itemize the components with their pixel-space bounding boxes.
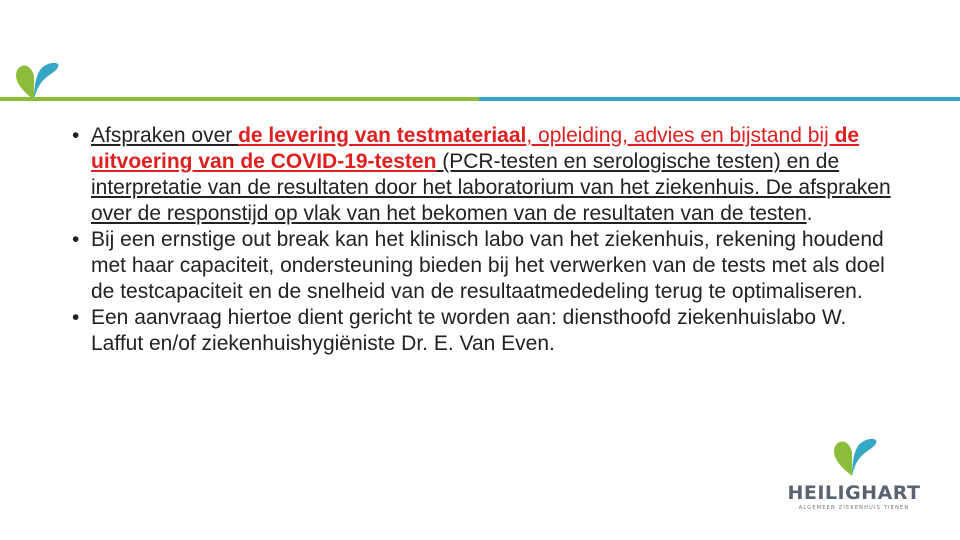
bullet-1-period: . — [806, 202, 813, 225]
bullet-dot: • — [72, 124, 80, 147]
bullet-1-red-text: , opleiding, advies en bijstand bij — [526, 124, 835, 147]
logo-tagline: ALGEMEEN ZIEKENHUIS TIENEN — [798, 505, 910, 511]
heilighart-logo — [784, 438, 924, 514]
divider-teal — [479, 97, 960, 101]
heart-logo-icon — [832, 438, 880, 478]
bullet-1-text: (PCR-testen en serologische testen) en de interpretatie van de resultaten door het laboratorium van het ziekenhuis. De afspraken over de responstijd op vlak van het bekomen van de resultaten van de testen — [91, 150, 891, 225]
divider-green — [0, 97, 479, 101]
bullet-dot: • — [72, 228, 80, 251]
bullet-item-2 — [72, 227, 892, 305]
bullet-item-1 — [72, 123, 892, 227]
bullet-list — [72, 123, 892, 357]
bullet-1-highlight: de levering van testmateriaal — [238, 124, 527, 147]
bullet-2-text: Bij een ernstige out break kan het klinisch labo van het ziekenhuis, rekening houdend met haar capaciteit, ondersteuning bieden bij het verwerken van de tests met als doel de testcapaciteit en de snelheid van de resultaatmededeling terug te optimaliseren. — [91, 228, 885, 303]
logo-wordmark: HEILIGHART — [787, 482, 921, 504]
bullet-1-highlight: de uitvoering van de COVID-19-testen — [91, 124, 860, 173]
bullet-1-text: Afspraken over — [91, 124, 239, 147]
heart-logo-icon — [14, 62, 62, 102]
bullet-dot: • — [72, 306, 80, 329]
bullet-item-3 — [72, 305, 892, 357]
bullet-3-text: Een aanvraag hiertoe dient gericht te worden aan: diensthoofd ziekenhuislabo W. Laffut en/of ziekenhuishygiëniste Dr. E. Van Even. — [91, 306, 847, 355]
